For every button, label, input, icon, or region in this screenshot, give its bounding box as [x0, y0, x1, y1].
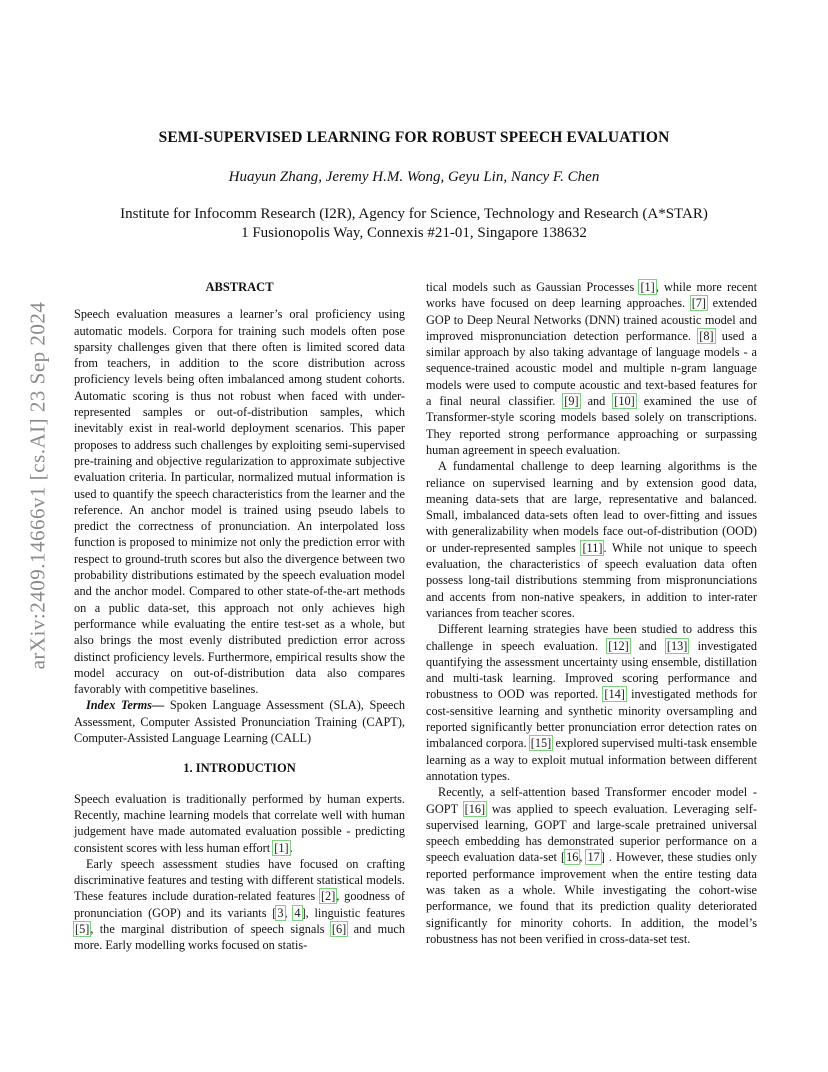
arxiv-id-text: arXiv:2409.14666v1 [cs.AI] 23 Sep 2024: [25, 301, 50, 669]
text-run: tical models such as Gaussian Processes: [426, 280, 640, 294]
citation-link[interactable]: 4: [294, 905, 301, 920]
paper-title: SEMI-SUPERVISED LEARNING FOR ROBUST SPEECH EVALUATION: [158, 129, 670, 146]
citation-link[interactable]: [6]: [331, 921, 347, 936]
affiliation: [74, 205, 754, 243]
text-run: Speech evaluation is traditionally performed by human experts. Recently, machine learning models that correlate well with human judgement have made automated evaluation possible - predicting consistent scores with less human effort: [74, 791, 405, 855]
intro-paragraph-1: [74, 791, 405, 856]
index-terms: [74, 697, 405, 746]
citation-link[interactable]: 3: [277, 905, 284, 920]
text-run: ], linguistic features: [301, 905, 405, 920]
text-run: ,: [284, 905, 294, 920]
citation-link[interactable]: [11]: [582, 540, 603, 555]
left-column: [74, 279, 405, 954]
text-run: investigated methods for cost-sensitive learning and synthetic minority oversampling and reported significantly better pronunciation error detection rates on imbalanced corpora.: [426, 687, 757, 751]
index-terms-label: Index Terms—: [86, 698, 165, 713]
intro-paragraph-3: [426, 458, 757, 621]
arxiv-identifier: [23, 290, 53, 680]
citation-link[interactable]: 17: [587, 850, 600, 865]
citation-link[interactable]: [2]: [320, 889, 336, 904]
intro-paragraph-5: [426, 784, 757, 947]
citation-link[interactable]: [8]: [699, 328, 714, 343]
citation-link[interactable]: [15]: [530, 736, 552, 751]
citation-link[interactable]: [1]: [640, 280, 655, 294]
text-run: ,: [579, 850, 587, 865]
intro-paragraph-2-continued: [426, 279, 757, 458]
text-run: extended GOP to Deep Neural Networks (DNN) trained acoustic model and improved mispronunciation detection performance.: [426, 296, 757, 343]
text-run: ] . However, these studies only reported performance improvement when the entire testing data was taken as a whole. While investigating the cohort-wise performance, we found that its prediction quality deteriorated significantly for minority cohorts. In addition, the model’s robustness has not been verified in cross-data-set test.: [426, 850, 757, 946]
author-list: Huayun Zhang, Jeremy H.M. Wong, Geyu Lin, Nancy F. Chen: [228, 169, 600, 185]
abstract-text: Speech evaluation measures a learner’s oral proficiency using automatic models. Corpora for training such models often pose sparsity challenges given that there often is limited scored data from teachers, in addition to the score distribution across proficiency levels being often imbalanced among student cohorts. Automatic scoring is thus not robust when faced with under-represented samples or out-of-distribution samples, which inevitably exist in real-world deployment scenarios. This paper proposes to address such challenges by exploiting semi-supervised pre-training and objective regularization to approximate subjective evaluation criteria. In particular, normalized mutual information is used to quantify the speech characteristics from the learner and the reference. An anchor model is trained using pseudo labels to predict the correctness of pronunciation. An interpolated loss function is proposed to minimize not only the prediction error with respect to ground-truth scores but also the divergence between two probability distributions estimated by the speech evaluation model and the anchor model. Compared to other state-of-the-art methods on a public data-set, this approach not only achieves high performance while evaluating the entire test-set as a whole, but also brings the most evenly distributed prediction error across distinct proficiency levels. Furthermore, empirical results show the model accuracy on out-of-distribution data also compares favorably with competitive baselines.: [74, 307, 405, 697]
citation-link[interactable]: 16: [566, 850, 579, 865]
text-run: explored supervised multi-task ensemble learning as a way to exploit mutual information between different annotation types.: [426, 736, 758, 783]
text-run: A fundamental challenge to deep learning algorithms is the reliance on supervised learning and by extension good data, meaning data-sets that are large, representative and balanced. Small, imbalanced data-sets often lead to over-fitting and issues with generalizability when models face out-of-distribution (OOD) or under-represented samples: [426, 459, 757, 555]
introduction-heading: 1. INTRODUCTION: [183, 761, 296, 776]
text-run: and much more. Early modelling works focused on statis-: [74, 921, 405, 953]
abstract-heading: ABSTRACT: [205, 280, 274, 294]
text-run: was applied to speech evaluation. Leveraging self-supervised learning, GOPT and large-scale pretrained universal speech embedding has demonstrated superior performance on a speech evaluation data-set [: [426, 801, 757, 865]
text-run: Different learning strategies have been studied to address this challenge in speech evaluation.: [426, 622, 757, 653]
affiliation-line-1: Institute for Infocomm Research (I2R), Agency for Science, Technology and Research (A*STAR): [120, 206, 708, 222]
citation-link[interactable]: [5]: [75, 921, 90, 936]
affiliation-line-2: 1 Fusionopolis Way, Connexis #21-01, Singapore 138632: [241, 225, 587, 241]
text-run: examined the use of Transformer-style scoring models based solely on transcriptions. They reported strong performance approaching or surpassing human agreement in speech evaluation.: [426, 394, 758, 457]
text-run: and: [579, 394, 614, 409]
text-run: investigated quantifying the assessment uncertainty using ensemble, distillation and multi-task learning. Improved scoring performance and robustness to OOD was reported.: [426, 638, 757, 702]
text-run: , the marginal distribution of speech signals: [90, 921, 331, 936]
right-column: [426, 279, 757, 947]
citation-link[interactable]: [13]: [666, 638, 688, 653]
text-run: .: [289, 840, 293, 855]
text-run: Early speech assessment studies have focused on crafting discriminative features and testing with different statistical models. These features include duration-related features: [74, 856, 405, 904]
intro-paragraph-4: [426, 621, 757, 784]
intro-paragraph-2: [74, 856, 405, 954]
citation-link[interactable]: [7]: [691, 296, 707, 311]
citation-link[interactable]: [9]: [564, 394, 579, 409]
text-run: Recently, a self-attention based Transformer encoder model - GOPT: [426, 785, 757, 816]
citation-link[interactable]: [14]: [604, 687, 625, 702]
text-run: used a similar approach by also taking advantage of language models - a sequence-trained acoustic model and multiple n-gram language models were used to compute acoustic and text-based features for a final neural classifier.: [426, 328, 758, 409]
text-run: . While not unique to speech evaluation, the characteristics of speech evaluation data often possess long-tail distributions stemming from mispronunciations and accents from non-native speakers, in addition to inter-rater variances from teacher scores.: [426, 540, 757, 620]
citation-link[interactable]: [16]: [464, 801, 486, 816]
citation-link[interactable]: [1]: [274, 840, 289, 855]
index-terms-text: Spoken Language Assessment (SLA), Speech Assessment, Computer Assisted Pronunciation Training (CAPT), Computer-Assisted Language Learning (CALL): [74, 698, 405, 746]
citation-link[interactable]: [12]: [608, 638, 629, 653]
text-run: and: [629, 638, 666, 653]
text-run: , goodness of pronunciation (GOP) and its variants [: [74, 889, 405, 920]
citation-link[interactable]: [10]: [614, 394, 635, 409]
text-run: , while more recent works have focused on deep learning approaches.: [426, 280, 758, 311]
